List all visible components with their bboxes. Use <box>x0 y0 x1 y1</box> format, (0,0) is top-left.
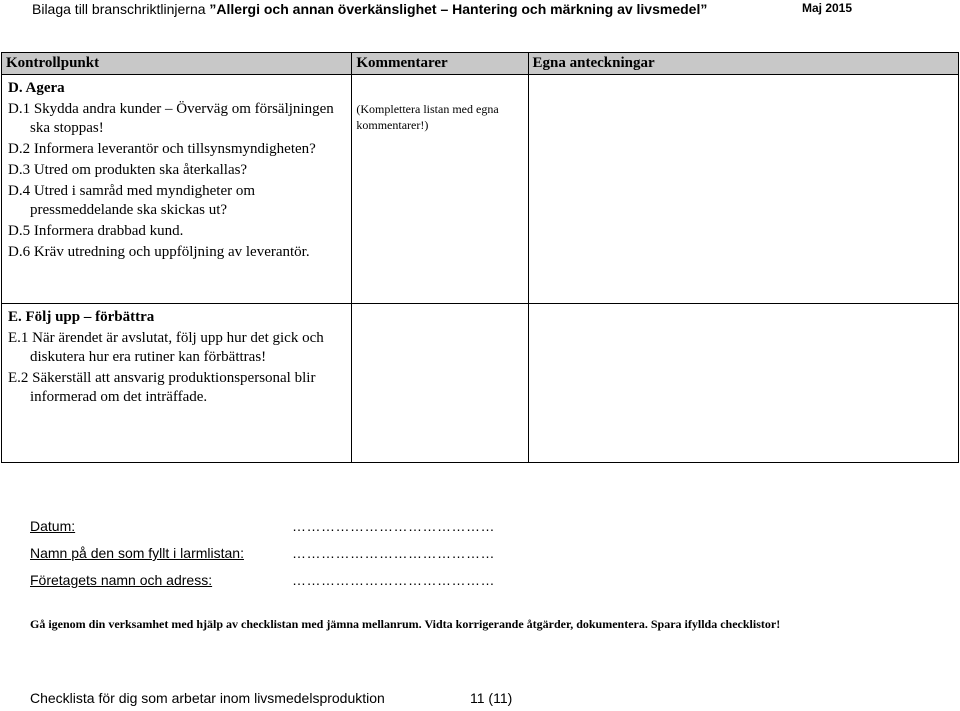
form-row-name <box>30 545 930 572</box>
list-item: E.2 Säkerställ att ansvarig produktionspersonal blir informerad om det inträffade. <box>8 370 316 405</box>
table-row <box>2 304 959 463</box>
page-header <box>0 0 960 21</box>
section-e-cell <box>2 304 352 463</box>
section-d-title: D. Agera <box>8 80 65 96</box>
checklist-table <box>1 52 959 463</box>
page-number: 11 (11) <box>470 690 513 706</box>
form-row-company <box>30 572 930 599</box>
signature-form <box>30 518 930 599</box>
comment-note: (Komplettera listan med egna kommentarer!) <box>356 102 499 132</box>
header-date: Maj 2015 <box>802 1 853 15</box>
list-item: E.1 När ärendet är avslutat, följ upp hur det gick och diskutera hur era rutiner kan förbättras! <box>8 330 324 365</box>
list-item: D.3 Utred om produkten ska återkallas? <box>8 162 248 178</box>
column-header-kommentarer: Kommentarer <box>352 53 528 75</box>
page-footer <box>30 690 513 706</box>
section-e-title: E. Följ upp – förbättra <box>8 309 155 325</box>
header-text <box>32 0 707 18</box>
footer-text: Checklista för dig som arbetar inom livsmedelsproduktion <box>30 690 385 706</box>
column-header-egna-anteckningar: Egna anteckningar <box>528 53 958 75</box>
list-item: D.4 Utred i samråd med myndigheter om pressmeddelande ska skickas ut? <box>8 183 256 218</box>
section-d-notes-cell[interactable] <box>528 75 958 304</box>
name-label: Namn på den som fyllt i larmlistan: <box>30 545 244 561</box>
list-item: D.5 Informera drabbad kund. <box>8 223 184 239</box>
header-title: ”Allergi och annan överkänslighet – Hantering och märkning av livsmedel” <box>209 1 708 17</box>
section-d-cell <box>2 75 352 304</box>
company-label: Företagets namn och adress: <box>30 572 213 588</box>
instruction-text: Gå igenom din verksamhet med hjälp av checklistan med jämna mellanrum. Vidta korrigerande åtgärder, dokumentera. Spara ifyllda checklistor! <box>30 617 781 631</box>
form-row-date <box>30 518 930 545</box>
company-field[interactable]: …………………………………… <box>292 572 495 588</box>
column-header-kontrollpunkt: Kontrollpunkt <box>2 53 352 75</box>
table-row <box>2 75 959 304</box>
section-e-comment-cell[interactable] <box>352 304 528 463</box>
date-field[interactable]: …………………………………… <box>292 518 495 534</box>
name-field[interactable]: …………………………………… <box>292 545 495 561</box>
header-prefix: Bilaga till branschriktlinjerna <box>32 1 210 17</box>
section-e-notes-cell[interactable] <box>528 304 958 463</box>
list-item: D.1 Skydda andra kunder – Överväg om försäljningen ska stoppas! <box>8 101 334 136</box>
date-label: Datum: <box>30 518 76 534</box>
table-header-row <box>2 53 959 75</box>
section-d-comment-cell[interactable] <box>352 75 528 304</box>
list-item: D.2 Informera leverantör och tillsynsmyndigheten? <box>8 141 316 157</box>
list-item: D.6 Kräv utredning och uppföljning av leverantör. <box>8 244 310 260</box>
